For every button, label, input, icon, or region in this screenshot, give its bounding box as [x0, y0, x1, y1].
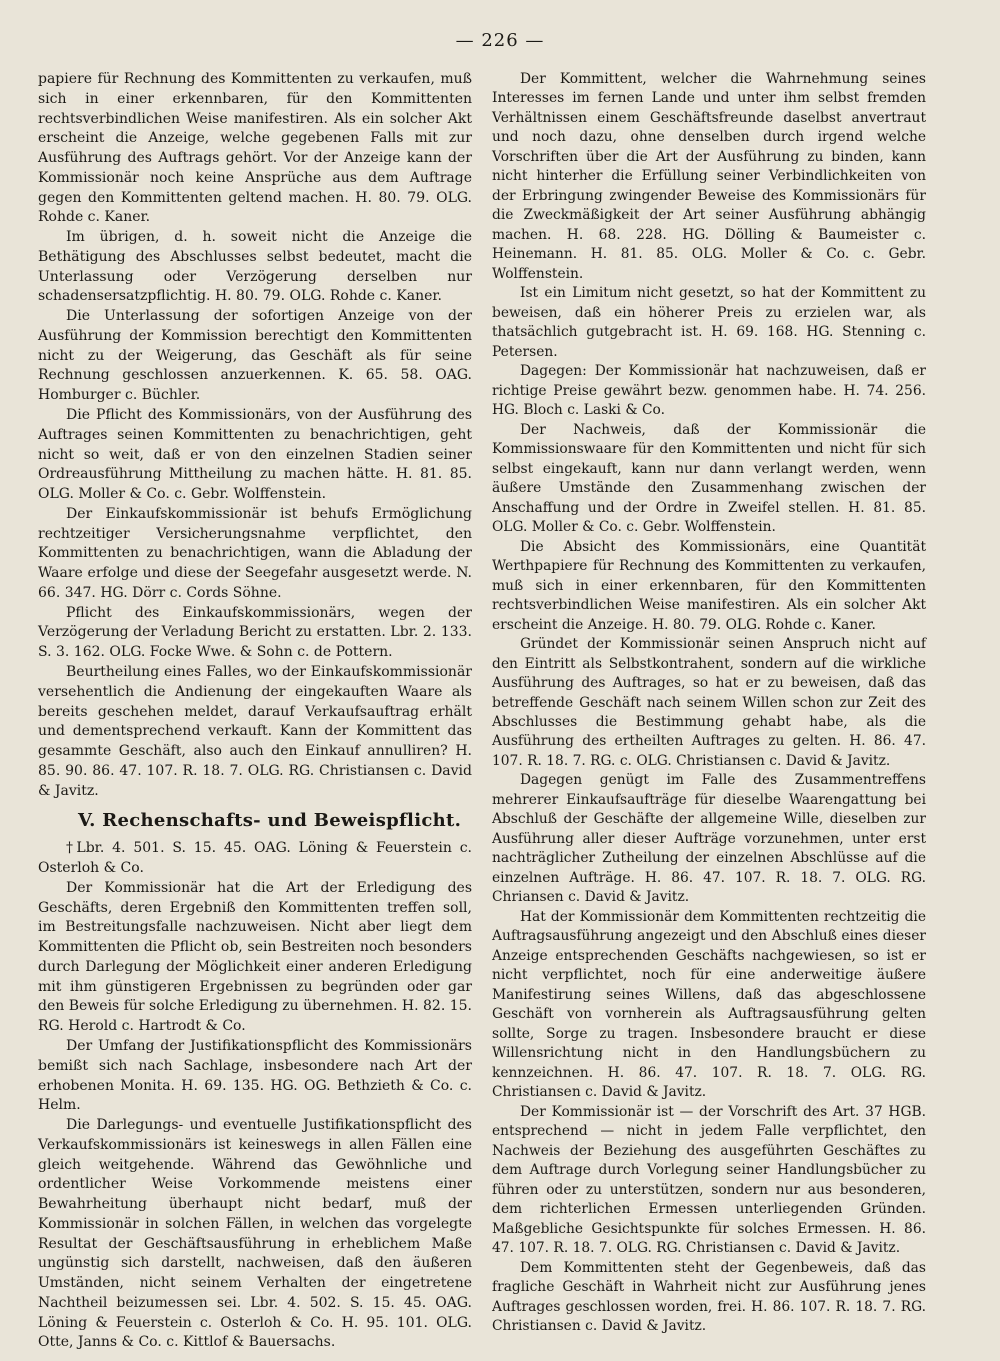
paragraph: Der Kommittent, welcher die Wahrnehmung seines Interesses im fernen Lande und unter ihm selbst fremden Verhältnissen einem Geschäftsfreunde daselbst anvertraut und noch dazu, ohne denselben durch irgend welche Vorschriften über die Art der Ausführung zu binden, kann nicht hinterher die Erfüllung seiner Verbindlichkeiten von der Erbringung zwingender Beweise des Kommissionärs für die Zweckmäßigkeit der Art seiner Ausführung abhängig machen. H. 68. 228. HG. Dölling & Baumeister c. Heinemann. H. 81. 85. OLG. Moller & Co. c. Gebr. Wolffenstein.: [492, 71, 926, 282]
paragraph: Der Nachweis, daß der Kommissionär die Kommissionswaare für den Kommittenten und nicht für sich selbst eingekauft, kann nur dann verlangt werden, wenn äußere Umstände den Zusammenhang zwischen der Anschaffung und der Ordre in Zweifel stellen. H. 81. 85. OLG. Moller & Co. c. Gebr. Wolffenstein.: [492, 421, 926, 536]
paragraph: Dem Kommittenten steht der Gegenbeweis, daß das fragliche Geschäft in Wahrheit nicht zur Ausführung jenes Auftrages geschlossen worden, frei. H. 86. 107. R. 18. 7. RG. Christiansen c. David & Javitz.: [492, 1259, 926, 1334]
paragraph: †Lbr. 4. 501. S. 15. 45. OAG. Löning & Feuerstein c. Osterloh & Co.: [38, 840, 472, 877]
paragraph: Dagegen: Der Kommissionär hat nachzuweisen, daß er richtige Preise gewährt bezw. genommen habe. H. 74. 256. HG. Bloch c. Laski & Co.: [492, 363, 926, 419]
paragraph: Der Umfang der Justifikationspflicht des Kommissionärs bemißt sich nach Sachlage, insbesondere nach Art der erhobenen Monita. H. 69. 135. HG. OG. Bethzieth & Co. c. Helm.: [38, 1037, 472, 1114]
paragraph: Die Unterlassung der sofortigen Anzeige von der Ausführung der Kommission berechtigt den Kommittenten nicht zu der Weigerung, das Geschäft als für seine Rechnung geschlossen anzuerkennen. K. 65. 58. OAG. Homburger c. Büchler.: [38, 308, 472, 404]
paragraph: Die Darlegungs- und eventuelle Justifikationspflicht des Verkaufskommissionärs ist keineswegs in allen Fällen eine gleich weitgehende. Während das Gewöhnliche und ordentlicher Weise Vorkommende meistens einer Bewahrheitung überhaupt nicht bedarf, muß der Kommissionär in solchen Fällen, in welchen das vorgelegte Resultat der Geschäftsausführung in erheblichem Maße ungünstig sich darstellt, nachweisen, daß den äußeren Umständen, nicht seinem Verhalten der eingetretene Nachtheil beizumessen sei. Lbr. 4. 502. S. 15. 45. OAG. Löning & Feuerstein c. Osterloh & Co. H. 95. 101. OLG. Otte, Janns & Co. c. Kittlof & Bauersachs.: [38, 1117, 472, 1351]
paragraph: Dagegen genügt im Falle des Zusammentreffens mehrerer Einkaufsaufträge für dieselbe Waarengattung bei Abschluß der Geschäfte der allgemeine Wille, dieselben zur Ausführung aller dieser Aufträge vorzunehmen, unter erst nachträglicher Zutheilung der einzelnen Abschlüsse auf die einzelnen Aufträge. H. 86. 47. 107. R. 18. 7. OLG. RG. Chriansen c. David & Javitz.: [492, 772, 926, 906]
paragraph: Der Kommissionär hat die Art der Erledigung des Geschäfts, deren Ergebniß den Kommittenten treffen soll, im Bestreitungsfalle nachzuweisen. Nicht aber liegt dem Kommittenten die Pflicht ob, sein Bestreiten noch besonders durch Darlegung der Möglichkeit einer anderen Erledigung mit ihm günstigeren Ergebnissen zu begründen oder gar den Beweis für solche Erledigung zu übernehmen. H. 82. 15. RG. Herold c. Hartrodt & Co.: [38, 879, 472, 1035]
section-heading: V. Rechenschafts- und Beweispflicht.: [78, 810, 462, 832]
paragraph: Gründet der Kommissionär seinen Anspruch nicht auf den Eintritt als Selbstkontrahent, sondern auf die wirkliche Ausführung des Auftrages, so hat er zu beweisen, daß das betreffende Geschäft nach seinem Willen schon zur Zeit des Abschlusses die Bestimmung gehabt habe, als die Ausführung des ertheilten Auftrages zu gelten. H. 86. 47. 107. R. 18. 7. RG. c. OLG. Christiansen c. David & Javitz.: [492, 636, 926, 769]
paragraph: papiere für Rechnung des Kommittenten zu verkaufen, muß sich in einer erkennbaren, für den Kommittenten rechtsverbindlichen Weise manifestiren. Als ein solcher Akt erscheint die Anzeige, welche gegebenen Falls mit zur Ausführung des Auftrags gehört. Vor der Anzeige kann der Kommissionär noch keine Ansprüche aus dem Auftrage gegen den Kommittenten geltend machen. H. 80. 79. OLG. Rohde c. Kaner.: [38, 71, 472, 226]
paragraph: Die Absicht des Kommissionärs, eine Quantität Werthpapiere für Rechnung des Kommittenten zu verkaufen, muß sich in einer erkennbaren, für den Kommittenten rechtsverbindlichen Weise manifestiren. Als ein solcher Akt erscheint die Anzeige. H. 80. 79. OLG. Rohde c. Kaner.: [492, 538, 926, 633]
paragraph: Hat der Kommissionär dem Kommittenten rechtzeitig die Auftragsausführung angezeigt und den Abschluß eines dieser Anzeige entsprechenden Geschäfts nachgewiesen, so ist er nicht verpflichtet, noch für eine anderweitige äußere Manifestirung seines Willens, daß das abgeschlossene Geschäft von vornherein als Auftragsausführung gelten sollte, Sorge zu tragen. Insbesondere braucht er diese Willensrichtung nicht in den Handlungsbüchern zu kennzeichnen. H. 86. 47. 107. R. 18. 7. OLG. RG. Christiansen c. David & Javitz.: [492, 908, 926, 1101]
page-number: — 226 —: [455, 30, 545, 51]
paragraph: Ist ein Limitum nicht gesetzt, so hat der Kommittent zu beweisen, daß ein höherer Preis zu erzielen war, als thatsächlich gutgebracht ist. H. 69. 168. HG. Stenning c. Petersen.: [492, 285, 926, 360]
left-column: [38, 70, 472, 1353]
paragraph: Die Pflicht des Kommissionärs, von der Ausführung des Auftrages seinen Kommittenten zu benachrichtigen, geht nicht so weit, daß er von den einzelnen Stadien seiner Ordreausführung Mittheilung zu machen hätte. H. 81. 85. OLG. Moller & Co. c. Gebr. Wolffenstein.: [38, 407, 472, 503]
paragraph: Pflicht des Einkaufskommissionärs, wegen der Verzögerung der Verladung Bericht zu erstatten. Lbr. 2. 133. S. 3. 162. OLG. Focke Wwe. & Sohn c. de Pottern.: [38, 604, 472, 661]
paragraph: Der Einkaufskommissionär ist behufs Ermöglichung rechtzeitiger Versicherungsnahme verpflichtet, den Kommittenten zu benachrichtigen, wann die Abladung der Waare erfolge und diese der Seegefahr ausgesetzt werde. N. 66. 347. HG. Dörr c. Cords Söhne.: [38, 505, 472, 601]
paragraph: Im übrigen, d. h. soweit nicht die Anzeige die Bethätigung des Abschlusses selbst bedeutet, macht die Unterlassung oder Verzögerung derselben nur schadensersatzpflichtig. H. 80. 79. OLG. Rohde c. Kaner.: [38, 229, 472, 305]
paragraph: Der Kommissionär ist — der Vorschrift des Art. 37 HGB. entsprechend — nicht in jedem Falle verpflichtet, den Nachweis der Beziehung des ausgeführten Geschäftes zu dem Auftrage durch Vorlegung seiner Handlungsbücher zu führen oder zu unterstützen, sondern nur aus besonderen, dem richterlichen Ermessen unterliegenden Gründen. Maßgebliche Gesichtspunkte für solches Ermessen. H. 86. 47. 107. R. 18. 7. OLG. RG. Christiansen c. David & Javitz.: [492, 1103, 926, 1257]
paragraph: Beurtheilung eines Falles, wo der Einkaufskommissionär versehentlich die Andienung der eingekauften Waare als bereits geschehen meldet, darauf Verkaufsauftrag erhält und dementsprechend verkauft. Kann der Kommittent das gesammte Geschäft, also auch den Einkauf annulliren? H. 85. 90. 86. 47. 107. R. 18. 7. OLG. RG. Christiansen c. David & Javitz.: [38, 663, 472, 799]
right-column: [492, 70, 926, 1336]
